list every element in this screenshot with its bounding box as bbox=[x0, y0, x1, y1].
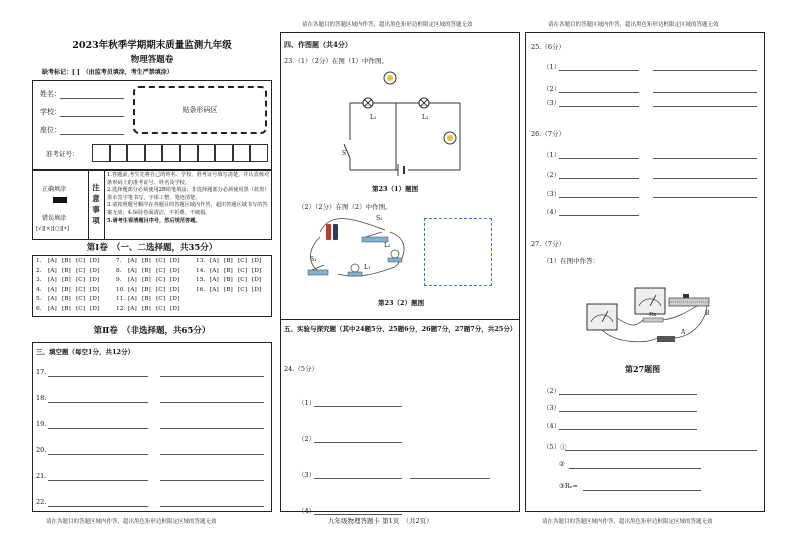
q27-5-label: （5）① bbox=[543, 443, 567, 451]
mc-choice-bubble[interactable]: [C] bbox=[238, 258, 247, 264]
notice-item: 1.答题前,考生先将自己的姓名、学校、准考证号填写清楚，并认真核对条形码上的准考证号、姓名及学校。 bbox=[107, 172, 270, 186]
circuit-figure-1 bbox=[340, 68, 470, 178]
mc-question-number: 16. bbox=[196, 286, 206, 293]
mc-choice-bubble[interactable]: [C] bbox=[76, 306, 85, 312]
q27-5-3-blank[interactable] bbox=[583, 490, 701, 491]
school-label: 学校： bbox=[40, 108, 61, 116]
mc-choice-bubble[interactable]: [D] bbox=[90, 258, 100, 264]
notice-item: 5.请考生看清题目序号，然后规范答题。 bbox=[107, 217, 201, 224]
experiment-figure bbox=[577, 278, 717, 350]
label-s: S bbox=[342, 150, 347, 157]
q21-label: 21. bbox=[36, 472, 47, 480]
mc-choice-bubble[interactable]: [B] bbox=[62, 306, 71, 312]
mc-choice-bubble[interactable]: [D] bbox=[170, 296, 180, 303]
label-l1: L₁ bbox=[370, 114, 377, 121]
mc-choice-bubble[interactable]: [D] bbox=[252, 267, 262, 274]
barcode-area: 贴条形码区 bbox=[133, 86, 267, 134]
q17-label: 17. bbox=[36, 368, 47, 376]
q26-3-blank-2[interactable] bbox=[653, 197, 757, 198]
q24-1-blank[interactable] bbox=[314, 406, 402, 407]
mc-choice-bubble[interactable]: [D] bbox=[170, 306, 180, 312]
q20-blank-2[interactable] bbox=[160, 454, 264, 455]
mc-choice-bubble[interactable]: [B] bbox=[142, 286, 151, 293]
q17-blank-1[interactable] bbox=[48, 376, 148, 377]
q18-blank-2[interactable] bbox=[160, 402, 264, 403]
q26-2-blank-2[interactable] bbox=[653, 178, 757, 179]
top-warning-middle: 请在各题目的答题区域内作答，超出黑色矩形边框限定区域的答题无效 bbox=[302, 22, 473, 28]
mc-choice-bubble[interactable]: [B] bbox=[142, 306, 151, 312]
exam-title: 2023年秋季学期期末质量监测九年级 bbox=[72, 40, 232, 51]
q27-2-blank[interactable] bbox=[559, 394, 697, 395]
mc-choice-bubble[interactable]: [A] bbox=[128, 296, 137, 303]
mc-question-number: 8. bbox=[116, 267, 122, 274]
mc-choice-bubble[interactable]: [B] bbox=[224, 267, 233, 274]
mc-question-number: 3. bbox=[36, 277, 42, 284]
mc-choice-bubble[interactable]: [D] bbox=[170, 286, 180, 293]
q19-blank-1[interactable] bbox=[48, 428, 148, 429]
label-s2: S₂ bbox=[376, 215, 383, 222]
mc-choice-bubble[interactable]: [B] bbox=[62, 258, 71, 264]
q26-4-label: （4） bbox=[543, 208, 561, 216]
absent-mark: 缺考标记：[ ] （由监考员填涂，考生严禁填涂） bbox=[42, 69, 173, 76]
mc-choice-bubble[interactable]: [C] bbox=[238, 286, 247, 293]
part2-title: 第Ⅱ卷 （非选择题，共65分） bbox=[93, 326, 211, 336]
q19-blank-2[interactable] bbox=[160, 428, 264, 429]
mc-choice-bubble[interactable]: [B] bbox=[142, 258, 151, 264]
q27-1-prompt: （1）在图中作答： bbox=[543, 257, 600, 265]
name-field[interactable] bbox=[60, 98, 124, 99]
q26-4-blank[interactable] bbox=[559, 215, 639, 216]
q25-1-blank-1[interactable] bbox=[559, 70, 639, 71]
mc-choice-bubble[interactable]: [C] bbox=[76, 286, 85, 293]
fig2-caption: 第23（2）题图 bbox=[378, 299, 425, 307]
mc-choice-bubble[interactable]: [A] bbox=[48, 296, 57, 303]
mc-question-number: 5. bbox=[36, 296, 42, 303]
mc-question-number: 10. bbox=[116, 286, 126, 293]
q27-4-blank[interactable] bbox=[559, 429, 697, 430]
q26-3-blank-1[interactable] bbox=[559, 197, 639, 198]
q22-blank-2[interactable] bbox=[160, 506, 264, 507]
mc-question-number: 7. bbox=[116, 258, 122, 264]
divider bbox=[104, 170, 105, 240]
exam-no-label: 准考证号： bbox=[46, 150, 79, 158]
q26-label: 26.（7分） bbox=[531, 130, 565, 138]
mc-choice-bubble[interactable]: [D] bbox=[90, 296, 100, 303]
q26-1-blank-1[interactable] bbox=[559, 158, 639, 159]
mc-question-number: 13. bbox=[196, 258, 206, 264]
part1-title: 第Ⅰ卷 （一、二选择题，共35分） bbox=[86, 243, 218, 253]
q19-label: 19. bbox=[36, 420, 47, 428]
divider bbox=[88, 170, 89, 240]
q25-3-label: （3） bbox=[543, 99, 561, 107]
q21-blank-1[interactable] bbox=[48, 480, 148, 481]
mc-choice-bubble[interactable]: [D] bbox=[170, 258, 180, 264]
circuit-figure-2 bbox=[300, 212, 420, 282]
name-label: 姓名： bbox=[40, 90, 61, 98]
notice-list bbox=[107, 172, 270, 225]
mc-choice-bubble[interactable]: [A] bbox=[210, 277, 219, 284]
q24-2-label: （2） bbox=[298, 435, 316, 443]
mc-choice-bubble[interactable]: [C] bbox=[156, 258, 165, 264]
q27-2-label: （2） bbox=[543, 387, 561, 395]
mc-question-number: 4. bbox=[36, 286, 42, 293]
q17-blank-2[interactable] bbox=[160, 376, 264, 377]
section4-title: 四、作图题（共4分） bbox=[284, 40, 352, 49]
label-b: B bbox=[705, 310, 710, 317]
notice-item: 2.选择题部分必须使用2B铅笔填涂；非选择题部分必须使用黑（蓝黑）墨水签字笔书写，字体工整、笔迹清楚。 bbox=[107, 187, 270, 201]
q24-3-blank-1[interactable] bbox=[314, 478, 402, 479]
mc-choice-bubble[interactable]: [D] bbox=[90, 277, 100, 284]
mc-choice-bubble[interactable]: [A] bbox=[128, 306, 137, 312]
mc-choice-bubble[interactable]: [C] bbox=[76, 258, 85, 264]
mc-choice-bubble[interactable]: [A] bbox=[48, 258, 57, 264]
q25-3-blank-2[interactable] bbox=[653, 106, 757, 107]
mc-choice-bubble[interactable]: [C] bbox=[76, 277, 85, 284]
top-warning-right: 请在各题目的答题区域内作答，超出黑色矩形边框限定区域的答题无效 bbox=[548, 22, 719, 28]
mc-choice-bubble[interactable]: [A] bbox=[210, 267, 219, 274]
mc-choice-bubble[interactable]: [B] bbox=[142, 296, 151, 303]
wrong-fill-label: 错误填涂 bbox=[42, 215, 67, 222]
q24-4-blank[interactable] bbox=[314, 514, 402, 515]
label-s1: S₁ bbox=[310, 256, 317, 263]
mc-choice-bubble[interactable]: [D] bbox=[90, 286, 100, 293]
q22-label: 22. bbox=[36, 498, 47, 506]
q25-label: 25.（6分） bbox=[531, 43, 565, 51]
mc-choice-bubble[interactable]: [A] bbox=[128, 277, 137, 284]
mc-question-number: 9. bbox=[116, 277, 122, 284]
q26-2-label: （2） bbox=[543, 171, 561, 179]
q27-5-1-blank[interactable] bbox=[565, 450, 757, 451]
exam-subtitle: 物理答题卷 bbox=[130, 55, 174, 65]
mc-choice-bubble[interactable]: [B] bbox=[62, 267, 71, 274]
footer-warning-right: 请在各题目的答题区域内作答，超出黑色矩形边框限定区域的答题无效 bbox=[542, 519, 713, 525]
q25-2-blank-1[interactable] bbox=[559, 92, 639, 93]
mc-choice-bubble[interactable]: [C] bbox=[156, 306, 165, 312]
mc-choice-bubble[interactable]: [B] bbox=[142, 277, 151, 284]
mc-question-number: 1. bbox=[36, 258, 42, 264]
mc-choice-bubble[interactable]: [D] bbox=[170, 277, 180, 284]
q26-1-blank-2[interactable] bbox=[653, 158, 757, 159]
q25-2-label: （2） bbox=[543, 85, 561, 93]
label-l2-fig2: L₂ bbox=[384, 242, 391, 249]
mc-question-number: 14. bbox=[196, 267, 206, 274]
q27-5-3-label: ③Rₓ= bbox=[559, 482, 578, 490]
correct-fill-label: 正确填涂 bbox=[42, 186, 67, 193]
mc-choice-bubble[interactable]: [C] bbox=[76, 267, 85, 274]
mc-choice-bubble[interactable]: [A] bbox=[48, 286, 57, 293]
q25-1-label: （1） bbox=[543, 63, 561, 71]
column-1 bbox=[32, 32, 272, 512]
mc-choice-bubble[interactable]: [A] bbox=[210, 286, 219, 293]
q26-1-label: （1） bbox=[543, 151, 561, 159]
mc-choice-bubble[interactable]: [B] bbox=[62, 277, 71, 284]
mc-choice-bubble[interactable]: [C] bbox=[238, 267, 247, 274]
q27-4-label: （4） bbox=[543, 422, 561, 430]
mc-question-number: 12. bbox=[116, 306, 126, 312]
q25-1-blank-2[interactable] bbox=[653, 70, 757, 71]
q23-2-prompt: （2）（2分）在图（2）中作图。 bbox=[298, 203, 392, 211]
correct-fill-mark bbox=[53, 197, 67, 203]
column-2-content bbox=[280, 32, 520, 515]
seat-label: 座位： bbox=[40, 126, 61, 134]
q26-2-blank-1[interactable] bbox=[559, 178, 639, 179]
wrong-fill-examples: [√][×][○][•] bbox=[36, 226, 70, 232]
mc-choice-bubble[interactable]: [A] bbox=[48, 277, 57, 284]
q20-blank-1[interactable] bbox=[48, 454, 148, 455]
mc-choice-bubble[interactable]: [D] bbox=[170, 267, 180, 274]
exam-no-boxes[interactable] bbox=[92, 144, 268, 162]
mc-choice-bubble[interactable]: [B] bbox=[62, 286, 71, 293]
mc-choice-bubble[interactable]: [D] bbox=[252, 277, 262, 284]
mc-choice-bubble[interactable]: [A] bbox=[48, 306, 57, 312]
mc-choice-bubble[interactable]: [C] bbox=[156, 267, 165, 274]
q18-blank-1[interactable] bbox=[48, 402, 148, 403]
notice-title: 注意事项 bbox=[92, 183, 100, 225]
q25-2-blank-2[interactable] bbox=[653, 92, 757, 93]
mc-choice-bubble[interactable]: [D] bbox=[252, 286, 262, 293]
mc-choice-bubble[interactable]: [C] bbox=[156, 286, 165, 293]
q24-2-blank[interactable] bbox=[314, 442, 402, 443]
q22-blank-1[interactable] bbox=[48, 506, 148, 507]
mc-choice-bubble[interactable]: [B] bbox=[224, 277, 233, 284]
q24-4-label: （4） bbox=[298, 507, 316, 515]
mc-choice-bubble[interactable]: [A] bbox=[210, 258, 219, 264]
mc-question-number: 11. bbox=[116, 296, 126, 303]
label-a: A bbox=[681, 329, 686, 336]
q23-1-prompt: 23.（1）（2分）在图（1）中作图。 bbox=[284, 57, 388, 65]
section5-title: 五、实验与探究题（其中24题5分、25题6分，26题7分，27题7分，共25分） bbox=[284, 325, 517, 333]
mc-choice-bubble[interactable]: [A] bbox=[128, 267, 137, 274]
mc-choice-bubble[interactable]: [B] bbox=[62, 296, 71, 303]
label-l2: L₂ bbox=[422, 114, 429, 121]
q20-label: 20. bbox=[36, 446, 47, 454]
mc-question-number: 6. bbox=[36, 306, 42, 312]
label-rx: Rx bbox=[649, 312, 657, 318]
q27-5-2-label: ② bbox=[559, 460, 565, 468]
q27-5-2-blank[interactable] bbox=[569, 468, 701, 469]
mc-choice-bubble[interactable]: [D] bbox=[252, 258, 262, 264]
q24-3-label: （3） bbox=[298, 471, 316, 479]
seat-field[interactable] bbox=[60, 134, 124, 135]
mc-choice-bubble[interactable]: [D] bbox=[90, 267, 100, 274]
q27-3-label: （3） bbox=[543, 404, 561, 412]
section-divider bbox=[280, 319, 520, 320]
mc-question-number: 2. bbox=[36, 267, 42, 274]
mc-choice-bubble[interactable]: [A] bbox=[128, 286, 137, 293]
mc-choice-bubble[interactable]: [B] bbox=[224, 286, 233, 293]
drawing-area[interactable] bbox=[424, 218, 492, 286]
mc-choice-bubble[interactable]: [B] bbox=[142, 267, 151, 274]
q25-3-blank-1[interactable] bbox=[559, 106, 639, 107]
label-l1-fig2: L₁ bbox=[364, 264, 371, 271]
footer-warning-left: 请在各题目的答题区域内作答，超出黑色矩形边框限定区域的答题无效 bbox=[46, 519, 217, 525]
q27-3-blank[interactable] bbox=[559, 411, 697, 412]
notice-item: 3.请按照题号顺序在各题目的答题区域内作答，超出答题区域书写的答案无效；4.保持卷面清洁，不折叠，不破损。 bbox=[107, 202, 268, 216]
mc-choice-bubble[interactable]: [C] bbox=[156, 277, 165, 284]
mc-choice-bubble[interactable]: [B] bbox=[224, 258, 233, 264]
q26-3-label: （3） bbox=[543, 190, 561, 198]
mc-choice-bubble[interactable]: [A] bbox=[48, 267, 57, 274]
q18-label: 18. bbox=[36, 394, 47, 402]
mc-choice-bubble[interactable]: [C] bbox=[238, 277, 247, 284]
mc-choice-bubble[interactable]: [D] bbox=[90, 306, 100, 312]
q24-label: 24.（5分） bbox=[284, 365, 318, 373]
q24-3-blank-2[interactable] bbox=[410, 478, 490, 479]
school-field[interactable] bbox=[60, 116, 124, 117]
q27-label: 27.（7分） bbox=[531, 240, 565, 248]
section3-title: 三、填空题（每空1分，共12分） bbox=[36, 348, 135, 356]
fig27-caption: 第27题图 bbox=[625, 364, 661, 374]
q24-1-label: （1） bbox=[298, 399, 316, 407]
page-number: 九年级物理答题卡 第1页 （共2页） bbox=[328, 517, 433, 525]
mc-question-number: 15. bbox=[196, 277, 206, 284]
fig1-caption: 第23（1）题图 bbox=[372, 185, 419, 193]
column-3-content bbox=[525, 32, 765, 512]
mc-choice-bubble[interactable]: [C] bbox=[76, 296, 85, 303]
mc-choice-bubble[interactable]: [C] bbox=[156, 296, 165, 303]
q21-blank-2[interactable] bbox=[160, 480, 264, 481]
section3-box bbox=[32, 342, 272, 512]
mc-choice-bubble[interactable]: [A] bbox=[128, 258, 137, 264]
